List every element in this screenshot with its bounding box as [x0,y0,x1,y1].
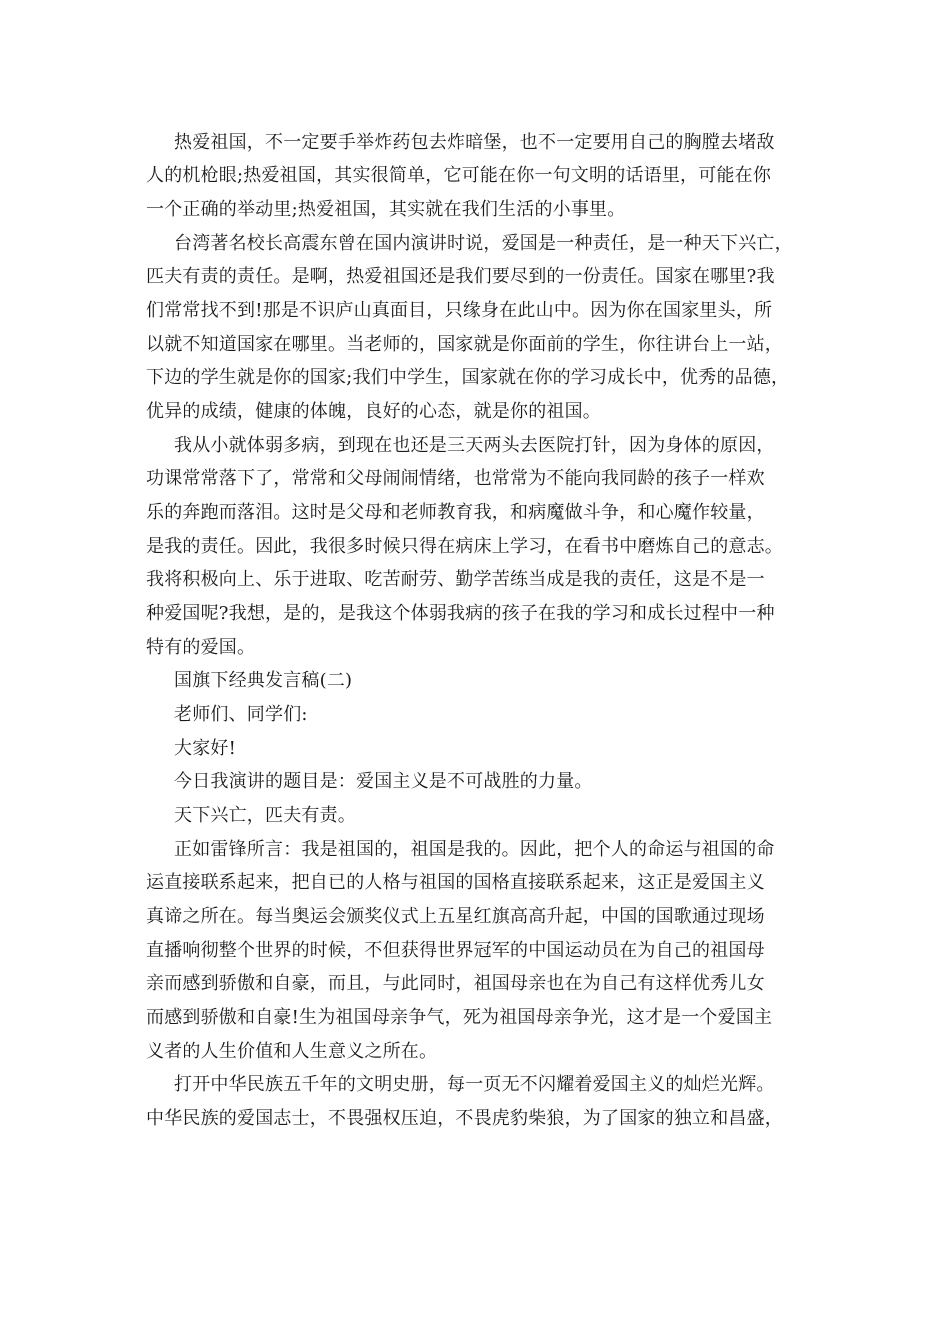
paragraph-line: 亲而感到骄傲和自豪，而且，与此同时，祖国母亲也在为自己有这样优秀儿女 [146,973,765,994]
paragraph-line: 人的机枪眼;热爱祖国，其实很简单，它可能在你一句文明的话语里，可能在你 [146,165,772,186]
paragraph-line: 优异的成绩，健康的体魄，良好的心态，就是你的祖国。 [146,401,601,422]
paragraph-line: 们常常找不到!那是不识庐山真面目，只缘身在此山中。因为你在国家里头，所 [146,300,773,321]
paragraph-line: 我将积极向上、乐于进取、吃苦耐劳、勤学苦练当成是我的责任，这是不是一 [146,569,765,590]
paragraph-line: 直播响彻整个世界的时候，不但获得世界冠军的中国运动员在为自己的祖国母 [146,940,765,961]
paragraph-line: 今日我演讲的题目是：爱国主义是不可战胜的力量。 [174,771,593,792]
paragraph-line: 匹夫有责的责任。是啊，热爱祖国还是我们要尽到的一份责任。国家在哪里?我 [146,266,775,287]
paragraph-line: 我从小就体弱多病，到现在也还是三天两头去医院打针，因为身体的原因， [174,435,775,456]
paragraph-line: 打开中华民族五千年的文明史册，每一页无不闪耀着爱国主义的灿烂光辉。 [174,1074,775,1095]
paragraph-line: 乐的奔跑而落泪。这时是父母和老师教育我，和病魔做斗争，和心魔作较量， [146,502,765,523]
paragraph-line: 下边的学生就是你的国家;我们中学生，国家就在你的学习成长中，优秀的品德， [146,367,790,388]
paragraph-line: 功课常常落下了，常常和父母闹闹情绪，也常常为不能向我同龄的孩子一样欢 [146,468,765,489]
paragraph-line: 中华民族的爱国志士，不畏强权压迫，不畏虎豹柴狼，为了国家的独立和昌盛， [146,1108,783,1129]
paragraph-line: 特有的爱国。 [146,637,256,658]
paragraph-line: 而感到骄傲和自豪!生为祖国母亲争气，死为祖国母亲争光，这才是一个爱国主 [146,1007,773,1028]
paragraph-line: 运直接联系起来，把自已的人格与祖国的国格直接联系起来，这正是爱国主义 [146,872,765,893]
salutation: 老师们、同学们: [174,704,308,725]
paragraph-line: 台湾著名校长高震东曾在国内演讲时说，爱国是一种责任，是一种天下兴亡， [174,233,793,254]
paragraph-line: 种爱国呢?我想，是的，是我这个体弱我病的孩子在我的学习和成长过程中一种 [146,603,775,624]
greeting: 大家好! [174,738,237,759]
paragraph-line: 热爱祖国，不一定要手举炸药包去炸暗堡，也不一定要用自己的胸膛去堵敌 [174,132,775,153]
paragraph-line: 天下兴亡，匹夫有责。 [174,805,356,826]
paragraph-line: 义者的人生价值和人生意义之所在。 [146,1041,438,1062]
paragraph-line: 是我的责任。因此，我很多时候只得在病床上学习，在看书中磨炼自己的意志。 [146,536,783,557]
paragraph-line: 真谛之所在。每当奥运会颁奖仪式上五星红旗高高升起，中国的国歌通过现场 [146,906,765,927]
section-heading: 国旗下经典发言稿(二) [174,670,353,691]
paragraph-line: 以就不知道国家在哪里。当老师的，国家就是你面前的学生，你往讲台上一站， [146,334,783,355]
paragraph-line: 一个正确的举动里;热爱祖国，其实就在我们生活的小事里。 [146,199,626,220]
paragraph-line: 正如雷锋所言：我是祖国的，祖国是我的。因此，把个人的命运与祖国的命 [174,839,775,860]
